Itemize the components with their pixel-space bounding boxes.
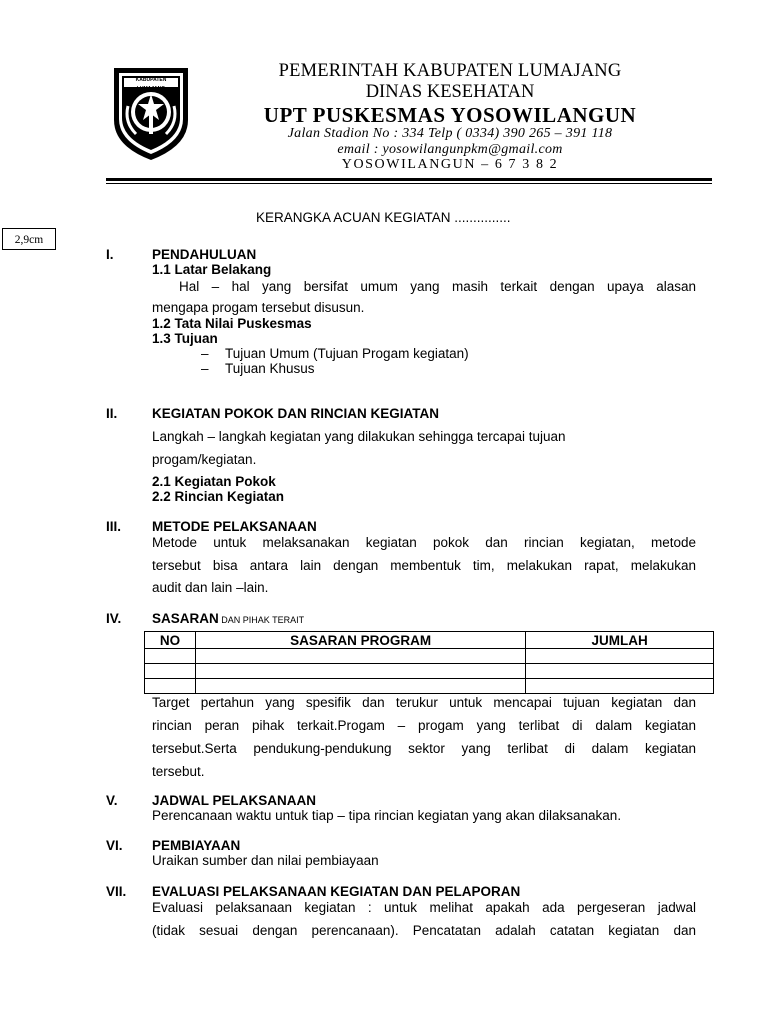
section-3-title: METODE PELAKSANAAN bbox=[152, 519, 317, 534]
document-title: KERANGKA ACUAN KEGIATAN ............... bbox=[256, 210, 511, 225]
section-3-text-2: tersebut bisa antara lain dengan membentuk tim, melakukan rapat, melakukan bbox=[152, 558, 696, 573]
section-4-text-1: Target pertahun yang spesifik dan terukur untuk mencapai tujuan kegiatan dan bbox=[152, 695, 696, 710]
section-1-bullet-2: Tujuan Khusus bbox=[225, 361, 315, 376]
section-2-text-1: Langkah – langkah kegiatan yang dilakukan sehingga tercapai tujuan bbox=[152, 429, 566, 444]
section-4-title bbox=[152, 611, 304, 626]
section-7-text-2: (tidak sesuai dengan perencanaan). Pencatatan adalah catatan kegiatan dan bbox=[152, 923, 696, 938]
section-7-text-1: Evaluasi pelaksanaan kegiatan : untuk melihat apakah ada pergeseran jadwal bbox=[152, 900, 696, 915]
table-header-amount: JUMLAH bbox=[526, 632, 714, 649]
letterhead-department: DINAS KESEHATAN bbox=[365, 82, 535, 102]
section-4-title-small: DAN PIHAK TERAIT bbox=[218, 615, 305, 625]
section-7-number: VII. bbox=[106, 884, 127, 899]
section-4-number: IV. bbox=[106, 611, 122, 626]
section-2-title: KEGIATAN POKOK DAN RINCIAN KEGIATAN bbox=[152, 406, 439, 421]
section-2-number: II. bbox=[106, 406, 118, 421]
section-4-text-4: tersebut. bbox=[152, 764, 205, 779]
section-7-title: EVALUASI PELAKSANAAN KEGIATAN DAN PELAPORAN bbox=[152, 884, 521, 899]
letterhead-email: email : yosowilangunpkm@gmail.com bbox=[337, 142, 563, 157]
section-2-sub-2: 2.2 Rincian Kegiatan bbox=[152, 489, 285, 504]
section-6-text-1: Uraikan sumber dan nilai pembiayaan bbox=[152, 853, 379, 868]
table-cell bbox=[195, 679, 525, 694]
table-cell bbox=[145, 649, 196, 664]
section-6-number: VI. bbox=[106, 838, 123, 853]
section-4-title-main: SASARAN bbox=[152, 611, 219, 626]
table-cell bbox=[526, 649, 714, 664]
table-row bbox=[145, 649, 714, 664]
letterhead-postcode: YOSOWILANGUN – 6 7 3 8 2 bbox=[341, 157, 559, 172]
table-cell bbox=[145, 664, 196, 679]
letterhead-rule-thin bbox=[106, 183, 712, 184]
section-5-title: JADWAL PELAKSANAAN bbox=[152, 793, 317, 808]
letterhead-government: PEMERINTAH KABUPATEN LUMAJANG bbox=[278, 61, 622, 81]
table-header-no: NO bbox=[145, 632, 196, 649]
section-1-title: PENDAHULUAN bbox=[152, 247, 257, 262]
section-4-text-2: rincian peran pihak terkait.Progam – progam yang terlibat di dalam kegiatan bbox=[152, 718, 696, 733]
section-3-text-1: Metode untuk melaksanakan kegiatan pokok dan rincian kegiatan, metode bbox=[152, 535, 696, 550]
bullet-dash: – bbox=[201, 346, 209, 361]
section-3-number: III. bbox=[106, 519, 122, 534]
section-4-text-3: tersebut.Serta pendukung-pendukung sektor yang terlibat di dalam kegiatan bbox=[152, 741, 696, 756]
regency-logo bbox=[110, 62, 192, 162]
table-cell bbox=[145, 679, 196, 694]
section-2-text-2: progam/kegiatan. bbox=[152, 452, 257, 467]
section-1-sub-1-text-2: mengapa progam tersebut disusun. bbox=[152, 300, 365, 315]
table-header-program: SASARAN PROGRAM bbox=[195, 632, 525, 649]
letterhead-address: Jalan Stadion No : 334 Telp ( 0334) 390 265 – 391 118 bbox=[287, 126, 613, 141]
bullet-dash: – bbox=[201, 361, 209, 376]
logo-label: KABUPATEN LUMAJANG bbox=[135, 77, 167, 92]
section-1-bullet-1: Tujuan Umum (Tujuan Progam kegiatan) bbox=[225, 346, 469, 361]
target-table bbox=[144, 631, 714, 694]
letterhead-puskesmas: UPT PUSKESMAS YOSOWILANGUN bbox=[263, 103, 637, 127]
table-row bbox=[145, 679, 714, 694]
table-cell bbox=[526, 679, 714, 694]
section-3-text-3: audit dan lain –lain. bbox=[152, 580, 269, 595]
letterhead-rule-thick bbox=[106, 178, 712, 181]
table-row bbox=[145, 664, 714, 679]
section-1-sub-1: 1.1 Latar Belakang bbox=[152, 262, 272, 277]
table-cell bbox=[195, 664, 525, 679]
section-1-sub-3: 1.3 Tujuan bbox=[152, 331, 218, 346]
section-1-sub-1-text-1: Hal – hal yang bersifat umum yang masih terkait dengan upaya alasan bbox=[179, 279, 696, 294]
section-2-sub-1: 2.1 Kegiatan Pokok bbox=[152, 474, 276, 489]
table-cell bbox=[195, 649, 525, 664]
section-1-sub-2: 1.2 Tata Nilai Puskesmas bbox=[152, 316, 312, 331]
section-5-number: V. bbox=[106, 793, 118, 808]
section-1-number: I. bbox=[106, 247, 114, 262]
margin-note-box: 2,9cm bbox=[2, 228, 56, 250]
table-cell bbox=[526, 664, 714, 679]
section-5-text-1: Perencanaan waktu untuk tiap – tipa rincian kegiatan yang akan dilaksanakan. bbox=[152, 808, 622, 823]
table-header-row bbox=[145, 632, 714, 649]
section-6-title: PEMBIAYAAN bbox=[152, 838, 241, 853]
